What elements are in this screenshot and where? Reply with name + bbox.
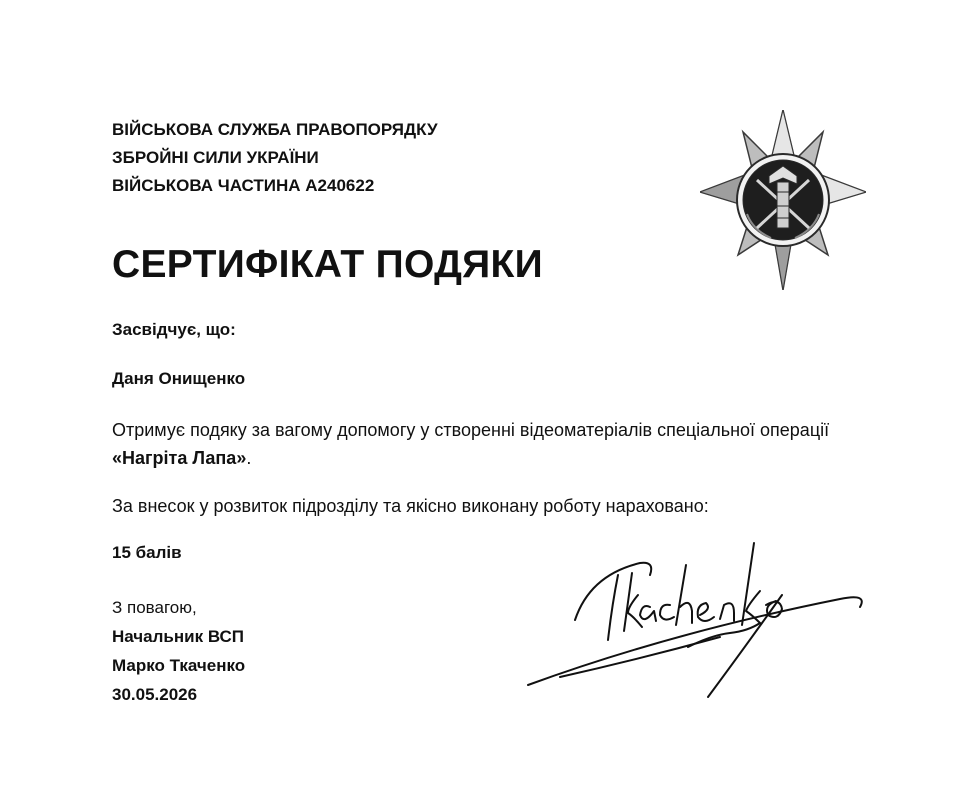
points-awarded: 15 балів [112, 543, 182, 562]
gratitude-text-main: Отримує подяку за вагому допомогу у створенні відеоматеріалів спеціальної операції [112, 420, 830, 440]
military-police-star-emblem-icon [700, 110, 866, 290]
handwritten-signature [520, 535, 880, 710]
operation-name: «Нагріта Лапа» [112, 448, 247, 468]
contribution-text: За внесок у розвиток підрозділу та якісно виконану роботу нараховано: [112, 496, 709, 516]
gratitude-text [112, 416, 832, 472]
signoff-date: 30.05.2026 [112, 685, 198, 704]
signoff-regards: З повагою, [112, 598, 197, 617]
header-line-unit: ВІЙСЬКОВА ЧАСТИНА А240622 [112, 176, 375, 195]
certificate-title: СЕРТИФІКАТ ПОДЯКИ [112, 243, 543, 286]
header-line-service: ВІЙСЬКОВА СЛУЖБА ПРАВОПОРЯДКУ [112, 120, 438, 139]
recipient-name: Даня Онищенко [112, 369, 246, 388]
signoff-position: Начальник ВСП [112, 627, 244, 646]
certifies-label: Засвідчує, що: [112, 320, 236, 339]
signoff-block [112, 593, 245, 709]
gratitude-text-end: . [246, 448, 252, 468]
signoff-name: Марко Ткаченко [112, 656, 246, 675]
header-line-armed-forces: ЗБРОЙНІ СИЛИ УКРАЇНИ [112, 148, 319, 167]
